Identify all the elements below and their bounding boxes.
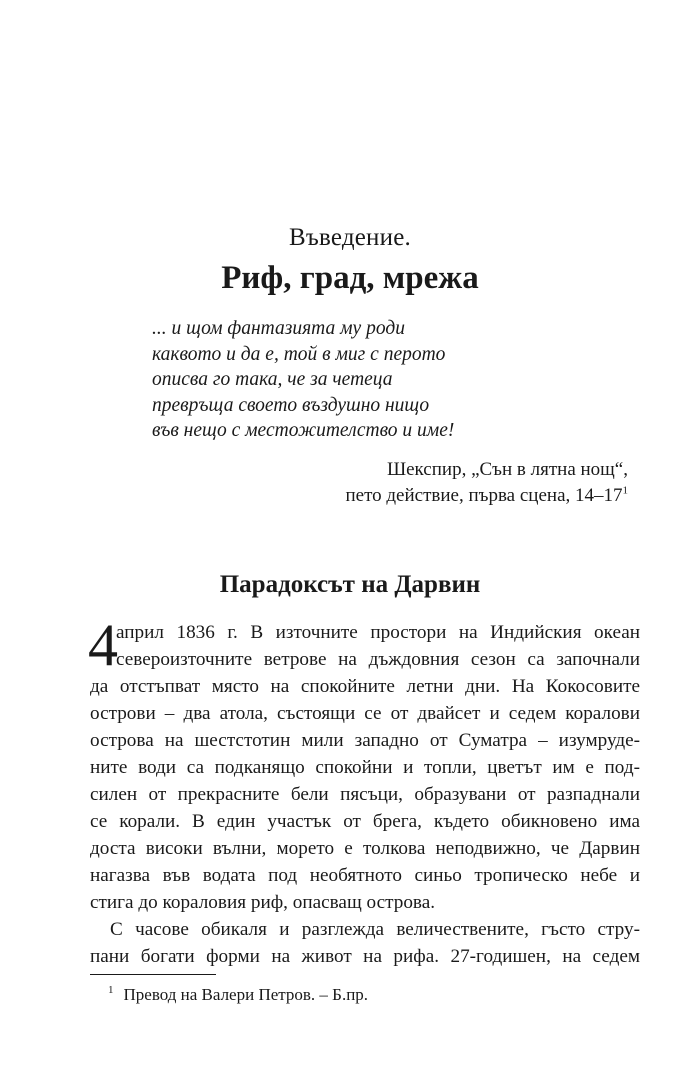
footnote-reference[interactable]: 1: [622, 484, 628, 497]
attribution-line: Шекспир, „Сън в лятна нощ“,: [386, 459, 628, 480]
attribution-line: [345, 483, 628, 509]
text-line: С часове обикаля и разглежда величествените, гъсто стру-: [110, 919, 640, 940]
section-title: Парадоксът на Дарвин: [219, 571, 481, 598]
text-line: да отстъпват място на спокойните летни дни. На Кокосовите: [90, 676, 640, 697]
epigraph-line: описва го така, че за четеца: [152, 369, 393, 390]
footnote-number: 1: [108, 984, 114, 997]
text-line: април 1836 г. В източните простори на Индийския океан: [116, 622, 640, 643]
footnote: [108, 985, 368, 1005]
epigraph-line: превръща своето въздушно нищо: [152, 394, 430, 416]
epigraph-line: ... и щом фантазията му роди: [152, 318, 405, 339]
epigraph-attribution: [345, 457, 628, 509]
epigraph-line: във нещо с местожителство и име!: [152, 420, 455, 441]
text-line: силен от прекрасните бели пясъци, образувани от разпаднали: [90, 784, 640, 805]
footnote-text: Превод на Валери Петров. – Б.пр.: [123, 985, 369, 1004]
text-line: стига до кораловия риф, опасващ острова.: [90, 892, 436, 913]
body-text: [88, 612, 640, 970]
text-line: доста високи вълни, морето е толкова неподвижно, че Дарвин: [90, 838, 640, 859]
epigraph-line: каквото и да е, той в миг с перото: [152, 343, 446, 365]
drop-cap: 4: [88, 612, 118, 678]
chapter-title: Риф, град, мрежа: [221, 260, 479, 296]
chapter-label: Въведение.: [289, 224, 411, 251]
text-line: нагазва във водата под необятното синьо тропическо небе и: [90, 865, 640, 886]
text-line: острови – два атола, състоящи се от двайсет и седем коралови: [90, 703, 640, 724]
text-line: североизточните ветрове на дъждовния сезон са започнали: [116, 649, 640, 670]
attribution-source: пето действие, първа сцена, 14–17: [345, 485, 623, 506]
text-line: острова на шестстотин мили западно от Суматра – изумруде-: [90, 730, 640, 751]
text-line: се корали. В един участък от брега, където обикновено има: [90, 811, 640, 832]
footnote-separator: [90, 974, 216, 975]
text-line: пани богати форми на живот на рифа. 27-годишен, на седем: [90, 946, 640, 967]
epigraph: [152, 316, 572, 444]
text-line: ните води са подканящо спокойни и топли, цветът им е под-: [90, 757, 640, 778]
